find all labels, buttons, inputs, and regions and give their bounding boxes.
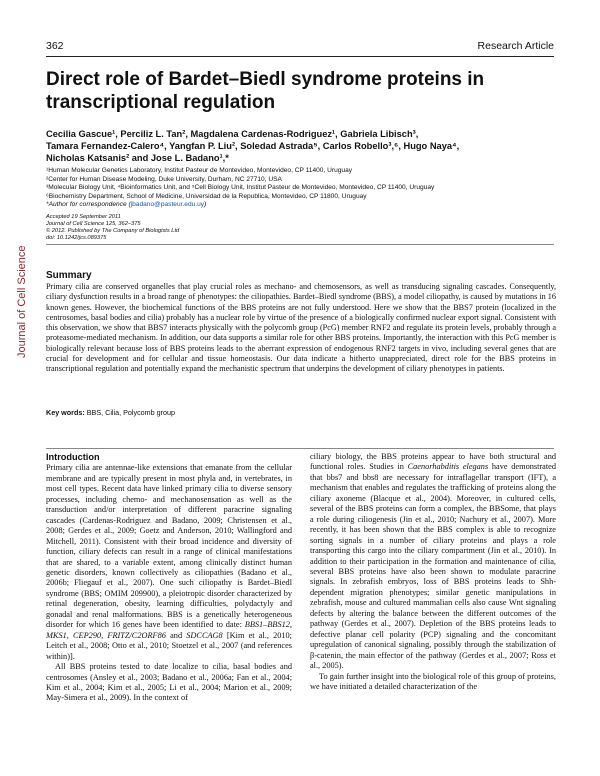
front-matter-rule xyxy=(46,244,554,245)
summary-heading: Summary xyxy=(46,270,92,281)
intro-paragraph: Primary cilia are antennae-like extensions that emanate from the cellular membrane and are typically present in most phyla and, in vertebrates, in most cell types. Recent data have linked primary cilia to diverse sensory processes, including chemo- and mechanosensation as well as the transduction and/or interpretation of different paracrine signaling cascades (Cardenas-Rodriguez and Badano, 2009; Christensen et al., 2008; Gerdes et al., 2009; Goetz and Anderson, 2010; Wallingford and Mitchell, 2011). Consistent with their broad incidence and diversity of function, ciliary defects can result in a range of clinical manifestations that are shared, to a variable extent, among clinically distinct human genetic disorders, known collectively as ciliopathies (Badano et al., 2006b; Fliegauf et al., 2007). One such ciliopathy is Bardet–Biedl syndrome (BBS; OMIM 209900), a pleiotropic disorder characterized by retinal degeneration, obesity, learning difficulties, polydactyly and gonadal and renal malformations. BBS is a genetically heterogeneous disorder for which 16 genes have been identified to date: BBS1–BBS12, MKS1, CEP290, FRITZ/C2ORF86 and SDCCAG8 [Kim et al., 2010; Leitch et al., 2008; Otto et al., 2010; Stoetzel et al., 2007 (and references within)]. xyxy=(46,463,292,661)
keywords-rule xyxy=(46,448,554,449)
keywords-values: BBS, Cilia, Polycomb group xyxy=(86,408,176,417)
author-list xyxy=(46,128,556,164)
journal-reference: Journal of Cell Science 125, 362–375 xyxy=(46,221,141,227)
summary-text: Primary cilia are conserved organelles that play crucial roles as mechano- and chemosensors, as well as transducing signaling cascades. Consequently, ciliary dysfunction results in a broad range of phenotypes: the ciliopathies. Bardet–Biedl syndrome (BBS), a model ciliopathy, is caused by mutations in 16 known genes. However, the biochemical functions of the BBS proteins are not fully understood. Here we show that the BBS7 protein (localized in the centrosomes, basal bodies and cilia) probably has a nuclear role by virtue of the presence of a biologically confirmed nuclear export signal. Consistent with this observation, we show that BBS7 interacts physically with the polycomb group (PcG) member RNF2 and regulate its protein levels, probably through a proteasome-mediated mechanism. In addition, our data supports a similar role for other BBS proteins. Importantly, the interaction with this PcG member is biologically relevant because loss of BBS proteins leads to the aberrant expression of endogenous RNF2 targets in vivo, including several genes that are crucial for development and for cellular and tissue homeostasis. Our data indicate a hitherto unappreciated, direct role for the BBS proteins in transcriptional regulation and potentially expand the mechanistic spectrum that underpins the development of ciliary phenotypes in patients. xyxy=(46,282,556,374)
article-title: Direct role of Bardet–Biedl syndrome proteins in transcriptional regulation xyxy=(46,69,485,113)
intro-paragraph: ciliary biology, the BBS proteins appear to have both structural and functional roles. Studies in Caenorhabditis elegans have demonstrated that bbs7 and bbs8 are necessary for intraflagellar transport (IFT), a mechanism that enables and regulates the trafficking of proteins along the ciliary axoneme (Blacque et al., 2004). Moreover, in cultured cells, several of the BBS proteins can form a complex, the BBSome, that plays a role during ciliogenesis (Jin et al., 2010; Nachury et al., 2007). More recently, it has been shown that the BBS complex is able to recognize sorting signals in a number of ciliary proteins and plays a role transporting this cargo into the ciliary compartment (Jin et al., 2010). In addition to their participation in the formation and maintenance of cilia, several BBS proteins have also been shown to modulate paracrine signals. In zebrafish embryos, loss of BBS proteins leads to Shh-dependent migration phenotypes; similar genetic manipulations in zebrafish, mouse and cultured mammalian cells also cause Wnt signaling defects by altering the balance between the different outcomes of the pathway (Gerdes et al., 2007). Depletion of the BBS proteins leads to defective planar cell polarity (PCP) signaling and the concomitant upregulation of canonical signaling, possibly through the stabilization of β-catenin, the main effector of the pathway (Gerdes et al., 2007; Ross et al., 2005). xyxy=(310,452,556,671)
affiliation: ¹Human Molecular Genetics Laboratory, Institut Pasteur de Montevideo, Montevideo, CP 11400, Uruguay xyxy=(46,167,353,174)
copyright: © 2012. Published by The Company of Biologists Ltd xyxy=(46,228,180,234)
running-header xyxy=(46,40,554,54)
section-label: Research Article xyxy=(477,40,554,52)
affiliation: ²Center for Human Disease Modeling, Duke University, Durham, NC 27710, USA xyxy=(46,175,282,183)
publication-info xyxy=(46,214,179,242)
header-rule xyxy=(46,56,554,57)
keywords-label: Key words: xyxy=(46,408,85,417)
affiliations xyxy=(46,167,556,210)
keywords xyxy=(46,408,175,417)
affiliation: ³Molecular Biology Unit, ⁴Bioinformatics Unit, and ⁵Cell Biology Unit, Institut Pasteur de Montevideo, Montevideo, CP 11400, Uruguay xyxy=(46,184,435,192)
introduction-heading: Introduction xyxy=(46,452,100,462)
author-line: Nicholas Katsanis² and Jose L. Badano¹,* xyxy=(46,153,229,163)
author-line: Cecilia Gascue¹, Perciliz L. Tan², Magdalena Cardenas-Rodriguez¹, Gabriela Libisch³, xyxy=(46,129,419,139)
column-left xyxy=(46,452,292,704)
page-number: 362 xyxy=(46,40,64,52)
intro-paragraph: To gain further insight into the biological role of this group of proteins, we have initiated a detailed characterization of the xyxy=(310,671,556,691)
affiliation: ⁶Biochemistry Department, School of Medicine, Universidad de la Republica, Montevideo, CP 11800, Uruguay xyxy=(46,192,367,200)
journal-sidebar: Journal of Cell Science xyxy=(16,245,28,358)
summary-section xyxy=(46,270,556,375)
accepted-date: Accepted 19 September 2011 xyxy=(46,214,121,220)
author-line: Tamara Fernandez-Calero⁴, Yangfan P. Liu², Soledad Astrada⁵, Carlos Robello³,⁶, Hugo Naya⁴, xyxy=(46,141,460,151)
column-right xyxy=(310,452,556,692)
doi: doi: 10.1242/jcs.089375 xyxy=(46,235,107,241)
intro-paragraph: All BBS proteins tested to date localize to cilia, basal bodies and centrosomes (Ansley et al., 2003; Badano et al., 2006a; Fan et al., 2004; Kim et al., 2004; Kim et al., 2005; Li et al., 2004; Marion et al., 2009; May-Simera et al., 2009). In the context of xyxy=(46,662,292,703)
correspondence: *Author for correspondence (jbadano@pasteur.edu.uy) xyxy=(46,201,207,209)
correspondence-email-link[interactable]: jbadano@pasteur.edu.uy xyxy=(130,201,205,209)
